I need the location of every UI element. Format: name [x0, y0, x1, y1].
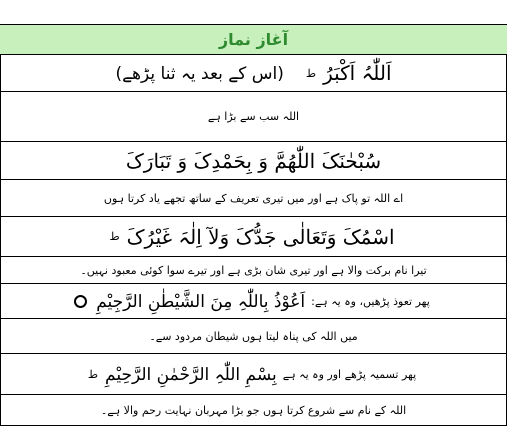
translation-text: تیرا نام برکت والا ہے اور تیری شان بڑی ہے اور تیرے سوا کوئی معبود نہیں۔: [80, 263, 427, 277]
arabic-text: اسْمُکَ وَتَعَالٰی جَدُّکَ وَلآ اِلٰہَ غَیْرُکَ: [126, 224, 395, 249]
table-row-arabic: [0, 141, 507, 179]
table-row-translation: [0, 256, 507, 283]
table-row-translation: [0, 91, 507, 141]
takbir-note: (اس کے بعد یہ ثنا پڑھے): [115, 63, 284, 84]
table-row-takbir: [0, 54, 507, 91]
table-row-tasmiya: [0, 353, 507, 394]
intro-text: پھر تسمیہ پڑھے اور وہ یہ ہے: [282, 367, 417, 381]
intro-text: پھر تعوذ پڑھیں، وہ یہ ہے:: [311, 294, 430, 308]
translation-text: اللہ سب سے بڑا ہے: [207, 110, 300, 123]
waqf-mark: ط: [87, 367, 99, 381]
table-row-arabic: [0, 216, 507, 256]
table-header: [0, 24, 507, 54]
table-row-taawwuz: [0, 283, 507, 318]
ayah-end-circle-icon: [74, 295, 87, 308]
translation-text: میں اللہ کی پناہ لیتا ہوں شیطان مردود سے۔: [149, 329, 358, 343]
takbir-text: اَللّٰہُ اَکْبَرُ: [323, 61, 392, 85]
table-row-translation: [0, 318, 507, 353]
waqf-mark: ط: [109, 230, 120, 243]
translation-text: اے اللہ تو پاک ہے اور میں تیری تعریف کے ساتھ تجھے یاد کرتا ہوں: [103, 191, 404, 205]
page-title: آغاز نماز: [218, 30, 289, 49]
translation-text: اللہ کے نام سے شروع کرتا ہوں جو بڑا مہربان نہایت رحم والا ہے۔: [100, 403, 407, 417]
table-row-translation: [0, 179, 507, 216]
arabic-text: سُبْحٰنَکَ اللّٰھُمَّ وَ بِحَمْدِکَ وَ تَبَارَکَ: [125, 148, 382, 173]
waqf-mark: ط: [305, 66, 317, 80]
arabic-text: بِسْمِ اللّٰہِ الرَّحْمٰنِ الرَّحِیْمِ: [105, 364, 277, 385]
arabic-text: اَعُوْذُ بِاللّٰہِ مِنَ الشَّیْطٰنِ الرَّجِیْمِ: [96, 291, 306, 312]
table-row-translation: [0, 394, 507, 426]
